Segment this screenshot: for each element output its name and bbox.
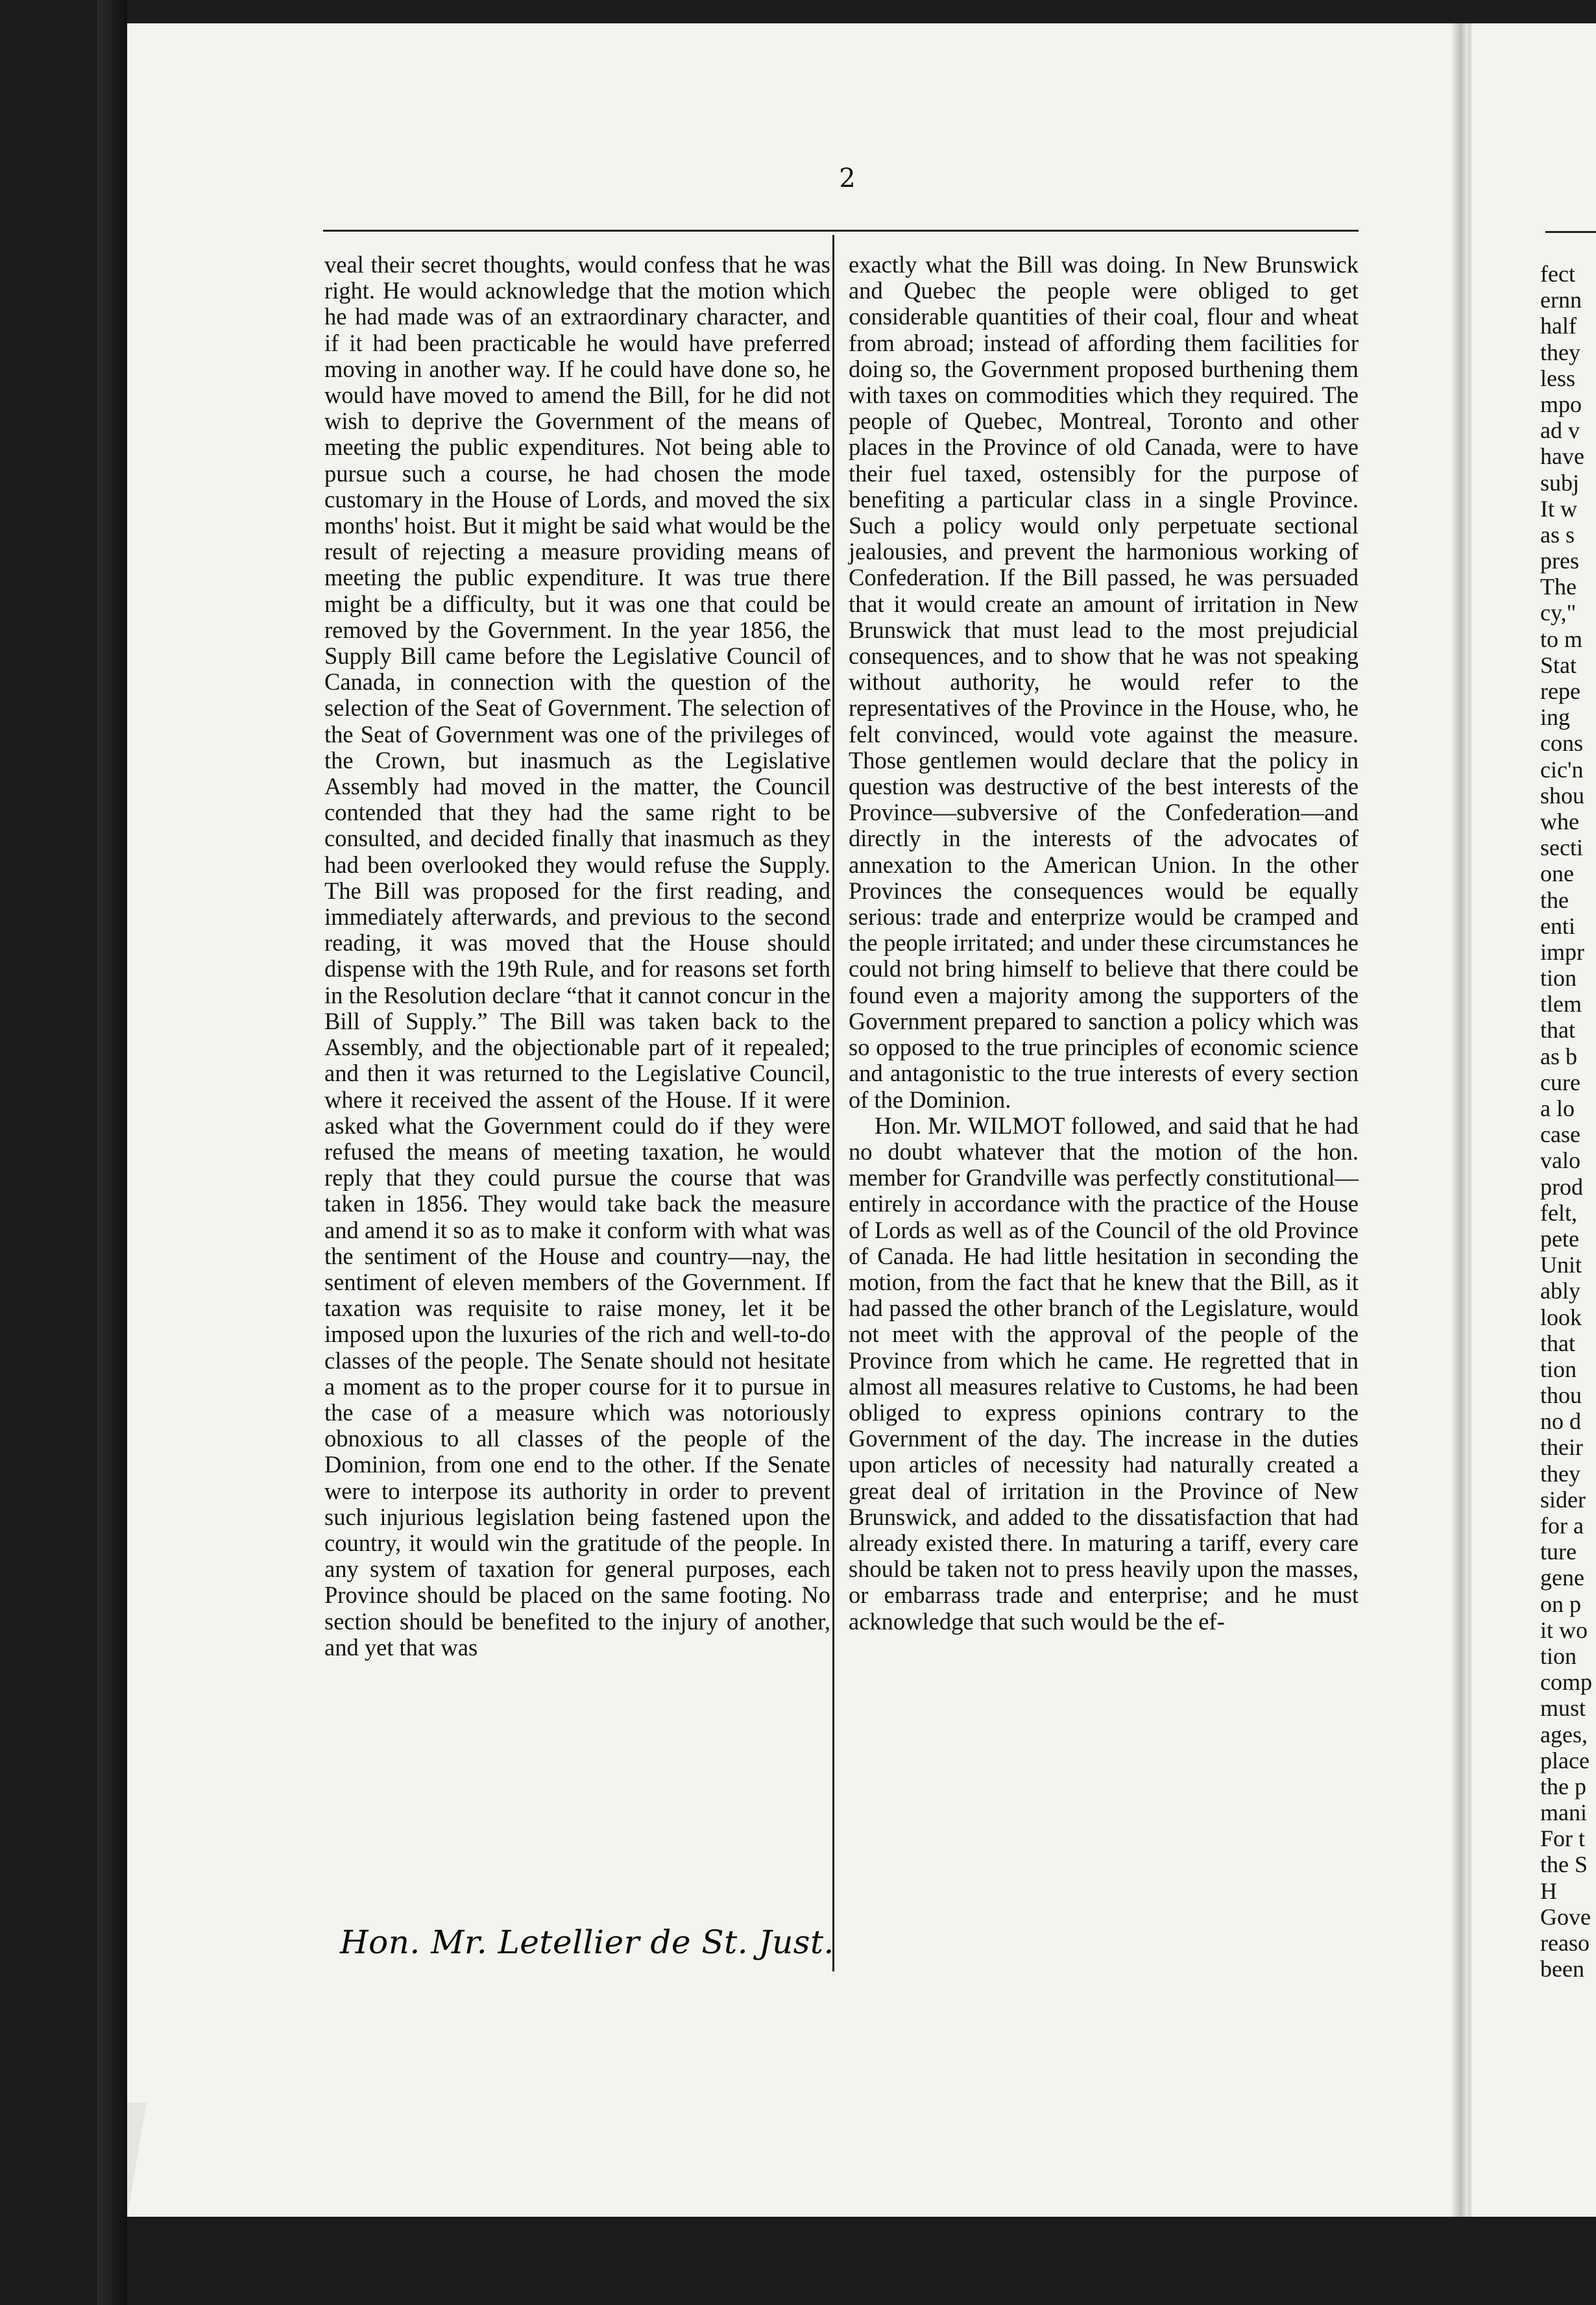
- adjacent-page-line: ernn: [1540, 287, 1582, 313]
- adjacent-page-line: reaso: [1540, 1930, 1590, 1956]
- adjacent-page-line: that: [1540, 1330, 1575, 1356]
- adjacent-page-line: the p: [1540, 1773, 1586, 1799]
- adjacent-page-line: half: [1540, 313, 1577, 339]
- adjacent-page-line: It w: [1540, 495, 1577, 522]
- adjacent-page-line: as b: [1540, 1043, 1577, 1069]
- adjacent-page-line: Stat: [1540, 652, 1577, 678]
- page-number: 2: [839, 164, 856, 193]
- adjacent-page-line: ages,: [1540, 1721, 1588, 1748]
- adjacent-page-line: H: [1540, 1877, 1557, 1904]
- speaker-title: Hon. Mr.: [875, 1112, 961, 1139]
- adjacent-page-rule: [1545, 231, 1596, 233]
- adjacent-page-line: tlem: [1540, 991, 1582, 1018]
- adjacent-page-line: it wo: [1540, 1616, 1588, 1643]
- adjacent-page-line: cy,": [1540, 600, 1577, 626]
- adjacent-page-line: tion: [1540, 965, 1577, 992]
- header-rule-right: [837, 230, 1359, 232]
- adjacent-page-line: sider: [1540, 1486, 1586, 1513]
- adjacent-page-line: been: [1540, 1956, 1584, 1982]
- adjacent-page-line: tion: [1540, 1642, 1577, 1669]
- adjacent-page-line: impr: [1540, 938, 1584, 965]
- adjacent-page-line: mani: [1540, 1799, 1587, 1826]
- adjacent-page-line: as s: [1540, 521, 1575, 548]
- header-rule-left: [323, 230, 837, 232]
- adjacent-page-line: that: [1540, 1017, 1575, 1043]
- adjacent-page-line: they: [1540, 1460, 1580, 1487]
- binding-gutter: [1451, 23, 1468, 2217]
- speech-paragraph: [849, 1113, 1359, 1635]
- adjacent-page-line: look: [1540, 1304, 1582, 1330]
- adjacent-page-line: have: [1540, 443, 1584, 470]
- adjacent-page-line: fect: [1540, 261, 1575, 287]
- adjacent-page-line: comp: [1540, 1669, 1592, 1696]
- adjacent-page-line: ad v: [1540, 417, 1580, 444]
- adjacent-page-line: cic'n: [1540, 756, 1584, 783]
- adjacent-page-line: felt,: [1540, 1199, 1577, 1226]
- column-divider: [832, 235, 834, 1971]
- adjacent-page-line: they: [1540, 339, 1580, 365]
- adjacent-page-line: The: [1540, 574, 1577, 600]
- adjacent-page-line: for a: [1540, 1513, 1584, 1539]
- adjacent-page-line: one: [1540, 860, 1574, 887]
- left-column: [324, 252, 830, 1661]
- adjacent-page-line: secti: [1540, 835, 1583, 861]
- adjacent-page-line: pres: [1540, 548, 1579, 574]
- adjacent-page-line: whe: [1540, 808, 1579, 835]
- adjacent-page-line: enti: [1540, 912, 1575, 939]
- adjacent-page-line: cure: [1540, 1069, 1580, 1095]
- adjacent-page-line: Unit: [1540, 1252, 1582, 1278]
- adjacent-page-line: case: [1540, 1121, 1580, 1148]
- adjacent-page-line: a lo: [1540, 1095, 1575, 1121]
- adjacent-page-line: gene: [1540, 1565, 1584, 1591]
- adjacent-page-line: ing: [1540, 704, 1571, 731]
- adjacent-page-line: place: [1540, 1747, 1590, 1774]
- left-column-paragraph: veal their secret thoughts, would confess that he was right. He would acknowledge that the motion which he had made was of an extraordinary character, and if it had been practicable he would have preferred moving in another way. If he could have done so, he would have moved to amend the Bill, for he did not wish to deprive the Government of the means of meeting the public expenditures. Not being able to pursue such a course, he had chosen the mode customary in the House of Lords, and moved the six months' hoist. But it might be said what would be the result of rejecting a measure providing means of meeting the public expenditure. It was true there might be a difficulty, but it was one that could be removed by the Government. In the year 1856, the Supply Bill came before the Legislative Council of Canada, in connection with the question of the selection of the Seat of Government. The selection of the Seat of Government was one of the privileges of the Crown, but inasmuch as the Legislative Assembly had moved in the matter, the Council contended that they had the same right to be consulted, and decided finally that inasmuch as they had been overlooked they would refuse the Supply. The Bill was proposed for the first reading, and immediately afterwards, and previous to the second reading, it was moved that the House should dispense with the 19th Rule, and for reasons set forth in the Resolution declare “that it cannot concur in the Bill of Supply.” The Bill was taken back to the Assembly, and the objectionable part of it repealed; and then it was returned to the Legislative Council, where it received the assent of the House. If it were asked what the Government could do if they were refused the means of meeting taxation, he would reply that they could pursue the course that was taken in 1856. They would take back the measure and amend it so as to make it conform with what was the sentiment of the House and country—nay, the sentiment of eleven members of the Government. If taxation was requisite to raise money, let it be imposed upon the luxuries of the rich and well-to-do classes of the people. The Senate should not hesitate a moment as to the proper course for it to pursue in the case of a measure which was notoriously obnoxious to all classes of the people of the Dominion, from one end to the other. If the Senate were to interpose its authority in order to prevent such injurious legislation being fastened upon the country, it would win the gratitude of the people. In any system of taxation for general purposes, each Province should be placed on the same footing. No section should be benefited to the injury of another, and yet that was: [324, 251, 830, 1661]
- right-column-paragraph: exactly what the Bill was doing. In New Brunswick and Quebec the people were obliged to get considerable quantities of their coal, flour and wheat from abroad; instead of affording them facilities for doing so, the Government proposed burthening them with taxes on commodities which they required. The people of Quebec, Montreal, Toronto and other places in the Province of old Canada, were to have their fuel taxed, ostensibly for the purpose of benefiting a particular class in a single Province. Such a policy would only perpetuate sectional jealousies, and prevent the harmonious working of Confederation. If the Bill passed, he was persuaded that it would create an amount of irritation in New Brunswick that must lead to the most prejudicial consequences, and to show that he was not speaking without authority, he would refer to the representatives of the Province in the House, who, he felt convinced, would vote against the measure. Those gentlemen would declare that the policy in question was destructive of the best interests of the Province—subversive of the Confederation—and directly in the interests of the advocates of annexation to the American Union. In the other Provinces the consequences would be equally serious: trade and enterprize would be cramped and the people irritated; and under these circumstances he could not bring himself to believe that there could be found even a majority among the supporters of the Government prepared to sanction a policy which was so opposed to the true principles of economic science and antagonistic to the true interests of every section of the Dominion.: [849, 251, 1359, 1113]
- adjacent-page-line: repe: [1540, 678, 1580, 704]
- handwritten-signature: Hon. Mr. Letellier de St. Just.: [340, 1923, 834, 1961]
- page-corner: [127, 2103, 147, 2217]
- adjacent-page-line: mpo: [1540, 391, 1582, 417]
- speech-text: followed, and said that he had no doubt whatever that the motion of the hon. member for Grandville was perfectly constitutional—entirely in accordance with the practice of the House of Lords as well as of the Council of the old Province of Canada. He had little hesitation in seconding the motion, from the fact that he knew that the Bill, as it had passed the other branch of the Legislature, would not meet with the approval of the people of the Province from which he came. He regretted that in almost all measures relative to Customs, he had been obliged to express opinions contrary to the Government of the day. The increase in the duties upon articles of necessity had naturally created a great deal of irritation in the Province of New Brunswick, and added to the dissatisfaction that had already existed there. In maturing a tariff, every care should be taken not to press heavily upon the masses, or embarrass trade and enterprise; and he must acknowledge that such would be the ef-: [849, 1112, 1359, 1635]
- adjacent-page-line: thou: [1540, 1382, 1582, 1409]
- adjacent-page-line: must: [1540, 1695, 1586, 1722]
- scan-border: [97, 0, 127, 2305]
- adjacent-page-text: [1540, 261, 1596, 1982]
- adjacent-page-line: cons: [1540, 730, 1583, 757]
- adjacent-page-line: For t: [1540, 1825, 1586, 1852]
- adjacent-page-line: no d: [1540, 1408, 1581, 1435]
- adjacent-page-line: ably: [1540, 1278, 1580, 1304]
- adjacent-page-line: to m: [1540, 626, 1583, 652]
- adjacent-page-line: ture: [1540, 1539, 1577, 1565]
- adjacent-page-line: pete: [1540, 1225, 1579, 1252]
- adjacent-page-line: less: [1540, 365, 1575, 391]
- adjacent-page-line: the S: [1540, 1851, 1588, 1878]
- adjacent-page-line: the: [1540, 886, 1569, 913]
- adjacent-page-line: their: [1540, 1434, 1583, 1461]
- speaker-name: WILMOT: [967, 1112, 1065, 1139]
- adjacent-page-line: tion: [1540, 1356, 1577, 1382]
- adjacent-page-line: shou: [1540, 782, 1585, 809]
- adjacent-page-line: subj: [1540, 469, 1580, 496]
- adjacent-page-line: prod: [1540, 1173, 1583, 1200]
- adjacent-page-line: on p: [1540, 1591, 1581, 1617]
- adjacent-page-line: Gove: [1540, 1903, 1591, 1930]
- adjacent-page-line: valo: [1540, 1147, 1580, 1174]
- right-column: [849, 252, 1359, 1635]
